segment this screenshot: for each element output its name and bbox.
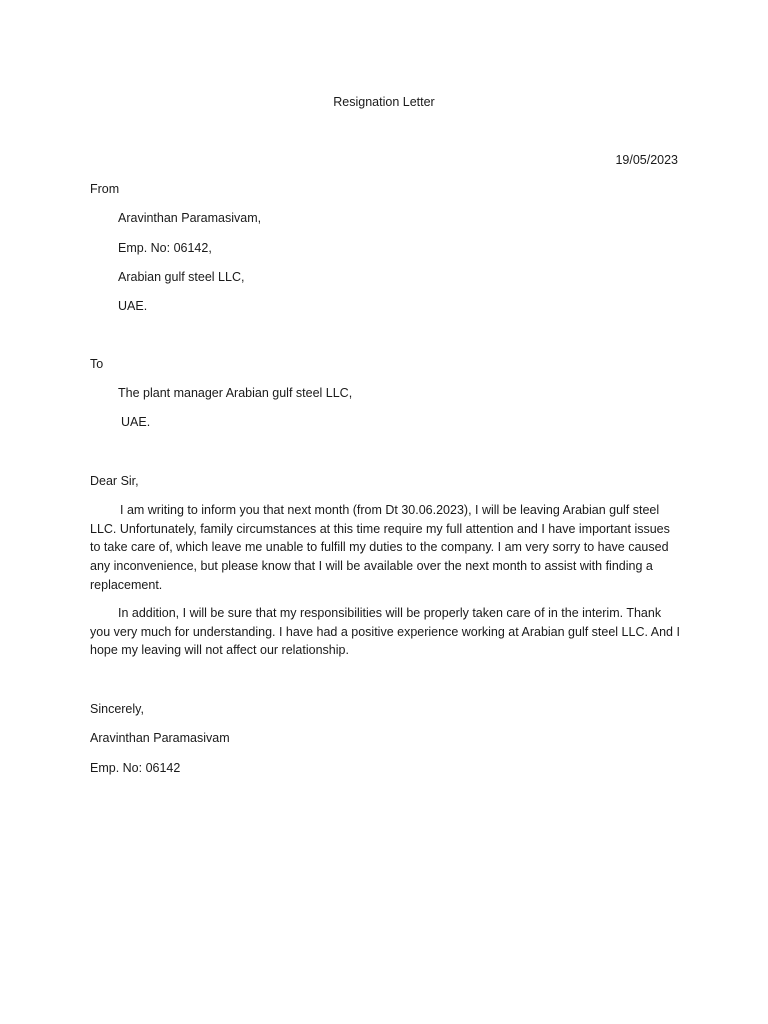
letter-title: Resignation Letter: [333, 95, 435, 109]
from-line-emp-no: Emp. No: 06142,: [118, 241, 212, 255]
closing: Sincerely,: [90, 702, 144, 716]
to-line-country: UAE.: [121, 415, 151, 429]
letter-date: 19/05/2023: [615, 153, 678, 167]
from-line-company: Arabian gulf steel LLC,: [118, 270, 245, 284]
to-line-recipient: The plant manager Arabian gulf steel LLC,: [118, 386, 353, 400]
signature-emp-no: Emp. No: 06142: [90, 761, 181, 775]
to-label: To: [90, 357, 104, 371]
body-paragraph-1: [90, 501, 680, 595]
from-label: From: [90, 182, 120, 196]
from-line-country: UAE.: [118, 299, 148, 313]
from-line-name: Aravinthan Paramasivam,: [118, 211, 262, 225]
body-paragraph-2: [90, 604, 680, 660]
body-paragraph-2-text: In addition, I will be sure that my responsibilities will be properly taken care of in the interim. Thank you very much for understanding. I have had a positive experience working at Arabian gulf steel LLC. And I hope my leaving will not affect our relationship.: [90, 606, 680, 658]
signature-name: Aravinthan Paramasivam: [90, 731, 230, 745]
body-paragraph-1-text: I am writing to inform you that next month (from Dt 30.06.2023), I will be leaving Arabian gulf steel LLC. Unfortunately, family circumstances at this time require my full attention and I have important issues to take care of, which leave me unable to fulfill my duties to the company. I am very sorry to have caused any inconvenience, but please know that I will be available over the next month to assist with finding a replacement.: [90, 503, 670, 592]
salutation: Dear Sir,: [90, 474, 139, 488]
